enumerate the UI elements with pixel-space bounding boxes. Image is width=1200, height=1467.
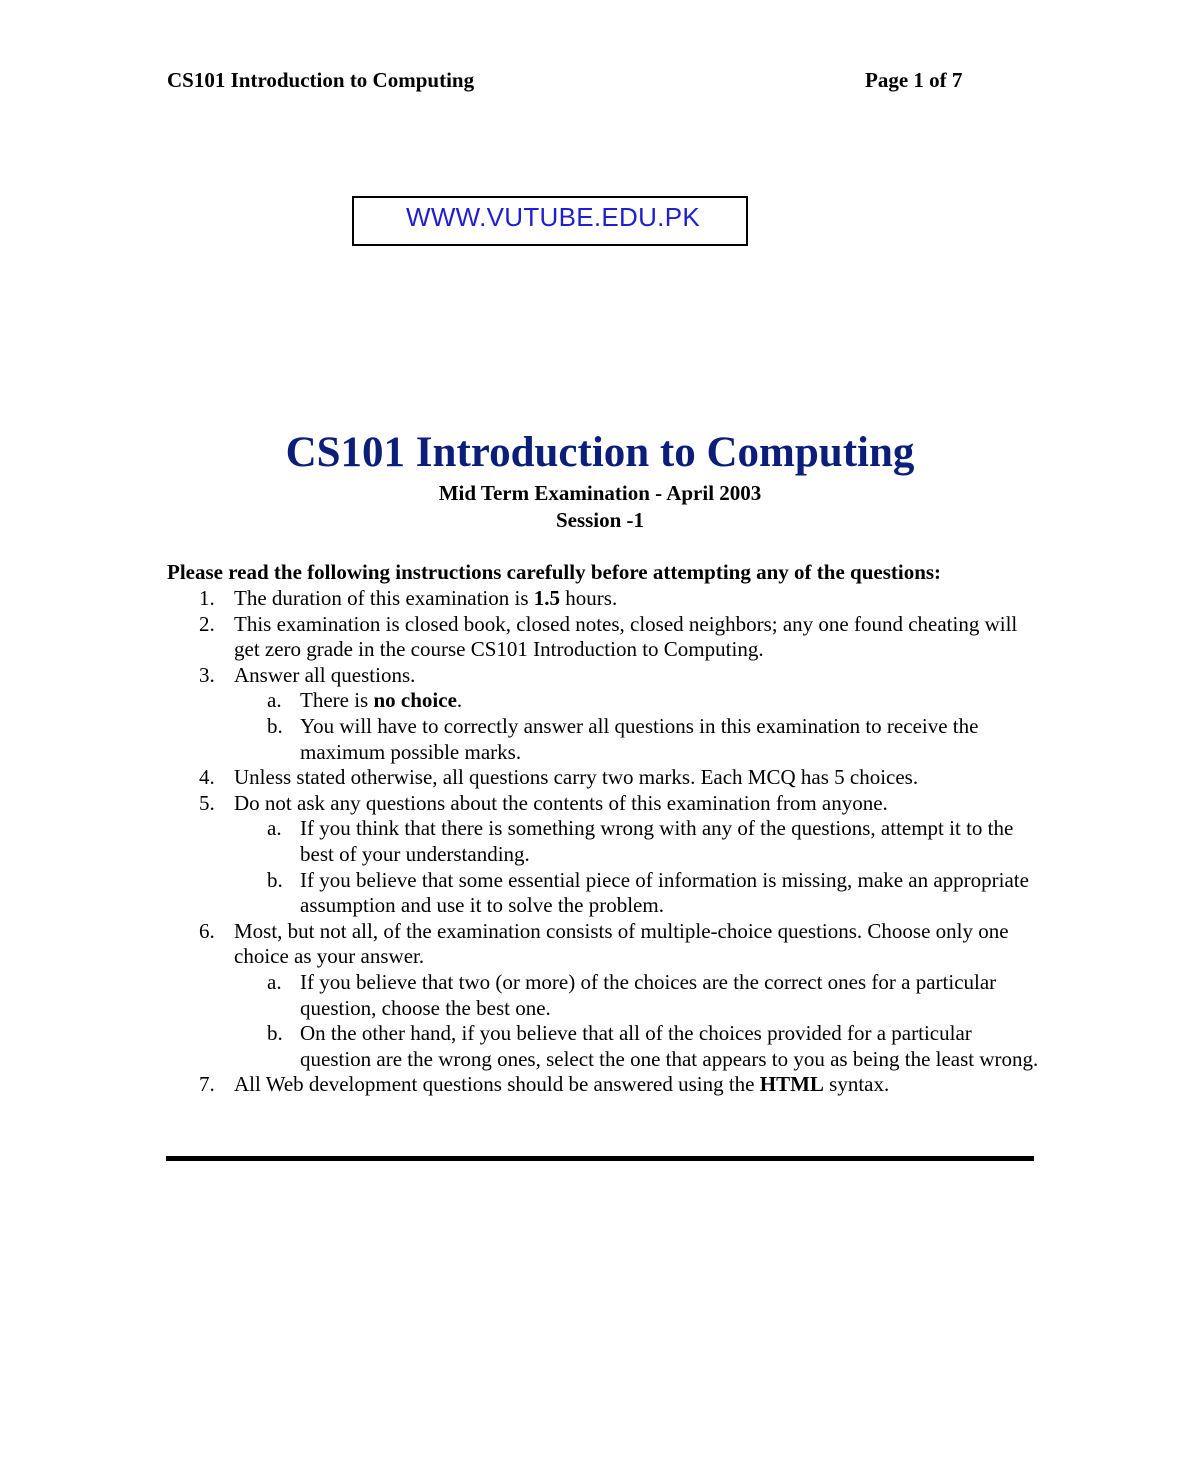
subitem-text: On the other hand, if you believe that all of the choices provided for a particular question are the wrong ones, select the one that appears to you as being the least wrong. — [300, 1021, 1039, 1071]
subitem-text: You will have to correctly answer all questions in this examination to receive the maximum possible marks. — [300, 713, 979, 764]
instruction-number: 5. — [199, 790, 215, 815]
instruction-item — [167, 586, 1047, 612]
header-page-number: Page 1 of 7 — [865, 68, 963, 92]
instruction-text: The duration of this examination is — [234, 586, 534, 610]
subitem-emphasis: no choice — [373, 688, 457, 713]
instructions-list — [167, 586, 1047, 1098]
instruction-item — [167, 919, 1047, 970]
instruction-text: Answer all questions. — [234, 662, 416, 687]
subitem-letter: b. — [267, 1021, 283, 1046]
subitem-letter: a. — [267, 816, 282, 841]
instruction-subitem — [167, 688, 1047, 714]
document-title: CS101 Introduction to Computing — [285, 429, 915, 476]
instruction-item — [167, 612, 1047, 663]
exam-subtitle: Mid Term Examination - April 2003 — [438, 481, 762, 505]
instruction-number: 6. — [199, 918, 215, 943]
instruction-emphasis: HTML — [759, 1072, 824, 1097]
subitem-letter: a. — [267, 688, 282, 713]
subitem-text: If you think that there is something wrong with any of the questions, attempt it to the best of your understanding. — [300, 816, 1014, 866]
instruction-text: Do not ask any questions about the contents of this examination from anyone. — [234, 790, 888, 815]
watermark-text: WWW.VUTUBE.EDU.PK — [406, 202, 700, 232]
instruction-item — [167, 765, 1047, 791]
instruction-emphasis: 1.5 — [533, 586, 561, 610]
watermark-box — [352, 196, 748, 246]
instruction-number: 4. — [199, 765, 215, 790]
subitem-text: If you believe that some essential piece of information is missing, make an appropriate assumption and use it to solve the problem. — [300, 867, 1029, 918]
instruction-number: 1. — [199, 586, 215, 610]
instruction-item — [167, 663, 1047, 689]
instructions-heading: Please read the following instructions carefully before attempting any of the questions: — [167, 560, 942, 584]
instruction-text: All Web development questions should be answered using the — [234, 1072, 760, 1097]
subitem-letter: b. — [267, 713, 283, 738]
instruction-item — [167, 1072, 1047, 1098]
subitem-letter: a. — [267, 969, 282, 994]
instruction-text: Unless stated otherwise, all questions carry two marks. Each MCQ has 5 choices. — [234, 765, 919, 790]
instruction-subitem — [167, 970, 1047, 1021]
subitem-text: If you believe that two (or more) of the choices are the correct ones for a particular question, choose the best one. — [300, 969, 997, 1020]
instruction-subitem — [167, 714, 1047, 765]
instruction-number: 2. — [199, 611, 215, 636]
instruction-item — [167, 791, 1047, 817]
instruction-number: 3. — [199, 662, 215, 687]
instruction-text: hours. — [560, 586, 618, 610]
horizontal-divider — [166, 1156, 1034, 1161]
instruction-text: Most, but not all, of the examination consists of multiple-choice questions. Choose only one choice as your answer. — [234, 918, 1009, 969]
subitem-text: There is — [300, 688, 374, 713]
instruction-number: 7. — [199, 1072, 215, 1097]
instruction-subitem — [167, 1021, 1047, 1072]
instruction-text: syntax. — [823, 1072, 890, 1097]
instruction-subitem — [167, 816, 1047, 867]
subitem-text: . — [456, 688, 463, 713]
instruction-subitem — [167, 868, 1047, 919]
session-label: Session -1 — [555, 508, 645, 532]
header-course-title: CS101 Introduction to Computing — [167, 68, 475, 92]
subitem-letter: b. — [267, 867, 283, 892]
instruction-text: This examination is closed book, closed notes, closed neighbors; any one found cheating will get zero grade in the course CS101 Introduction to Computing. — [234, 611, 1018, 662]
